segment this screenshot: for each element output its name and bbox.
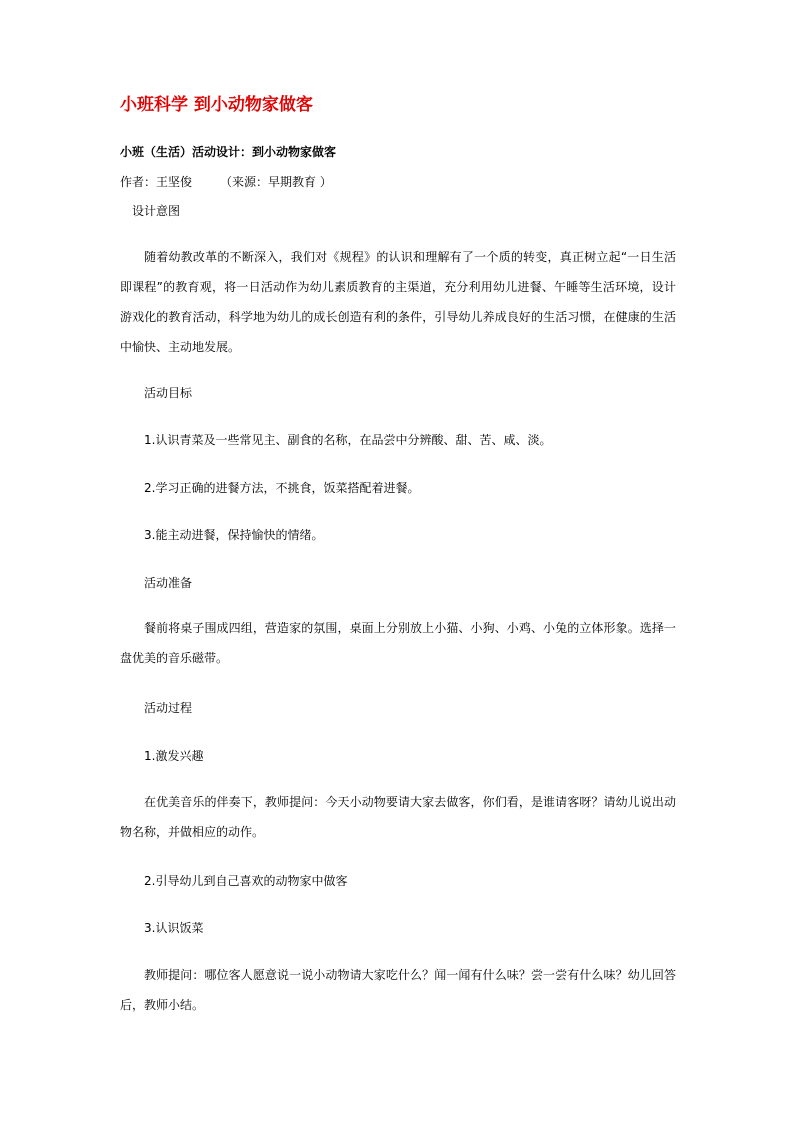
- source-label: （来源：早期教育 ）: [220, 175, 332, 189]
- design-heading: 设计意图: [132, 204, 181, 218]
- document-title: 小班科学 到小动物家做客: [120, 95, 313, 115]
- process-heading: 活动过程: [144, 701, 193, 715]
- author-line: [120, 173, 332, 191]
- intro-paragraph: 随着幼教改革的不断深入，我们对《规程》的认识和理解有了一个质的转变，真正树立起“一日生活即课程”的教育观，将一日活动作为幼儿素质教育的主渠道，充分利用幼儿进餐、午睡等生活环境，设计游戏化的教育活动，科学地为幼儿的成长创造有利的条件，引导幼儿养成良好的生活习惯，在健康的生活中愉快、主动地发展。: [120, 250, 676, 354]
- goal-item-2: 2.学习正确的进餐方法，不挑食，饭菜搭配着进餐。: [144, 481, 420, 495]
- step-item-2: 2.引导幼儿到自己喜欢的动物家中做客: [144, 874, 348, 888]
- prep-paragraph: 餐前将桌子围成四组，营造家的氛围，桌面上分别放上小猫、小狗、小鸡、小兔的立体形象。选择一盘优美的音乐磁带。: [120, 621, 676, 665]
- goal-item-3: 3.能主动进餐，保持愉快的情绪。: [144, 528, 324, 542]
- author-label: 作者：王坚俊: [120, 175, 193, 189]
- step-item-1: 1.激发兴趣: [144, 749, 204, 763]
- step-3-paragraph: 教师提问：哪位客人愿意说一说小动物请大家吃什么？闻一闻有什么味？尝一尝有什么味？幼儿回答后，教师小结。: [120, 968, 676, 1012]
- goal-item-1: 1.认识青菜及一些常见主、副食的名称，在品尝中分辨酸、甜、苦、咸、淡。: [144, 433, 552, 447]
- step-item-3: 3.认识饭菜: [144, 921, 204, 935]
- document-subtitle: 小班（生活）活动设计：到小动物家做客: [120, 145, 337, 159]
- prep-heading: 活动准备: [144, 576, 193, 590]
- goals-heading: 活动目标: [144, 386, 193, 400]
- step-1-paragraph: 在优美音乐的伴奏下，教师提问：今天小动物要请大家去做客，你们看，是谁请客呀？请幼儿说出动物名称，并做相应的动作。: [120, 795, 676, 839]
